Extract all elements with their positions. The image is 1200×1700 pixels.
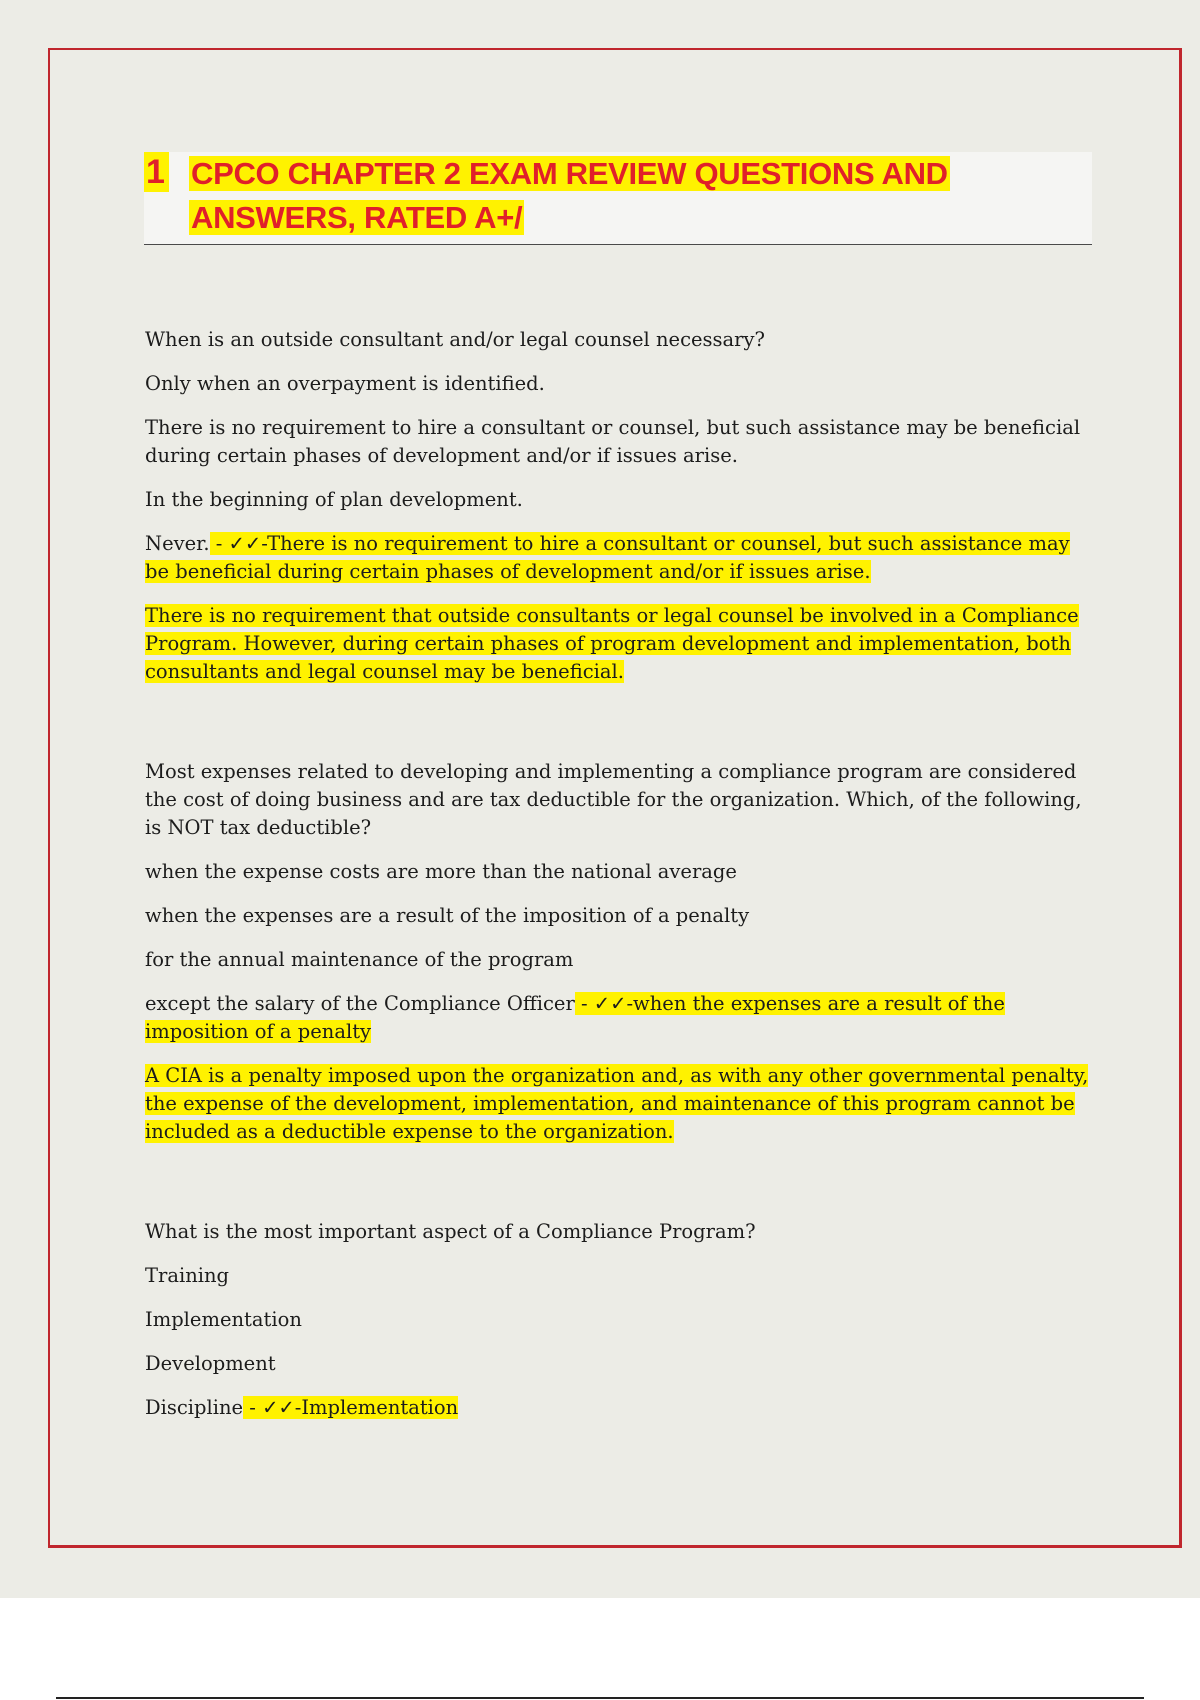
- answer-option-last: except the salary of the Compliance Officer: [145, 992, 575, 1015]
- explanation-text: There is no requirement that outside consultants or legal counsel be involved in a Compliance Program. However, during certain phases of program development and implementation, both consultants and legal counsel may be beneficial.: [145, 604, 1079, 683]
- question-text: What is the most important aspect of a Compliance Program?: [145, 1220, 756, 1243]
- footer-divider: [56, 1697, 1144, 1699]
- correct-answer: - ✓✓-Implementation: [243, 1396, 459, 1419]
- answer-option: Implementation: [145, 1308, 302, 1331]
- answer-option: Development: [145, 1352, 276, 1375]
- question-text: When is an outside consultant and/or legal counsel necessary?: [145, 328, 765, 351]
- answer-option: Training: [145, 1264, 230, 1287]
- correct-answer: - ✓✓-when the expenses are a result of the imposition of a penalty: [145, 992, 1005, 1043]
- heading-number: 1: [144, 152, 169, 192]
- answer-option: when the expense costs are more than the national average: [145, 860, 737, 883]
- answer-option-with-answer: [145, 990, 1090, 1046]
- question-spacer: [145, 1162, 1090, 1218]
- explanation: [145, 1062, 1090, 1146]
- answer-option: Only when an overpayment is identified.: [145, 372, 545, 395]
- answer-option-with-answer: [145, 530, 1090, 586]
- explanation: [145, 602, 1090, 686]
- answer-option: for the annual maintenance of the program: [145, 948, 574, 971]
- question-text: Most expenses related to developing and implementing a compliance program are considered the cost of doing business and are tax deductible for the organization. Which, of the following, is NOT tax deductible?: [145, 760, 1082, 839]
- explanation-text: A CIA is a penalty imposed upon the organization and, as with any other governmental penalty, the expense of the development, implementation, and maintenance of this program cannot be included as a deductible expense to the organization.: [145, 1064, 1089, 1143]
- answer-option-last: Never.: [145, 532, 210, 555]
- answer-option: There is no requirement to hire a consultant or counsel, but such assistance may be beneficial during certain phases of development and/or if issues arise.: [145, 416, 1081, 467]
- answer-option-with-answer: [145, 1394, 1090, 1422]
- correct-answer: - ✓✓-There is no requirement to hire a consultant or counsel, but such assistance may be beneficial during certain phases of development and/or if issues arise.: [145, 532, 1070, 583]
- qa-content: [145, 326, 1090, 1438]
- answer-option-last: Discipline: [145, 1396, 244, 1419]
- question-spacer: [145, 702, 1090, 758]
- answer-option: when the expenses are a result of the imposition of a penalty: [145, 904, 750, 927]
- page-title: [189, 152, 969, 240]
- page-title-text: CPCO CHAPTER 2 EXAM REVIEW QUESTIONS AND ANSWERS, RATED A+/: [191, 156, 948, 235]
- answer-option: In the beginning of plan development.: [145, 488, 523, 511]
